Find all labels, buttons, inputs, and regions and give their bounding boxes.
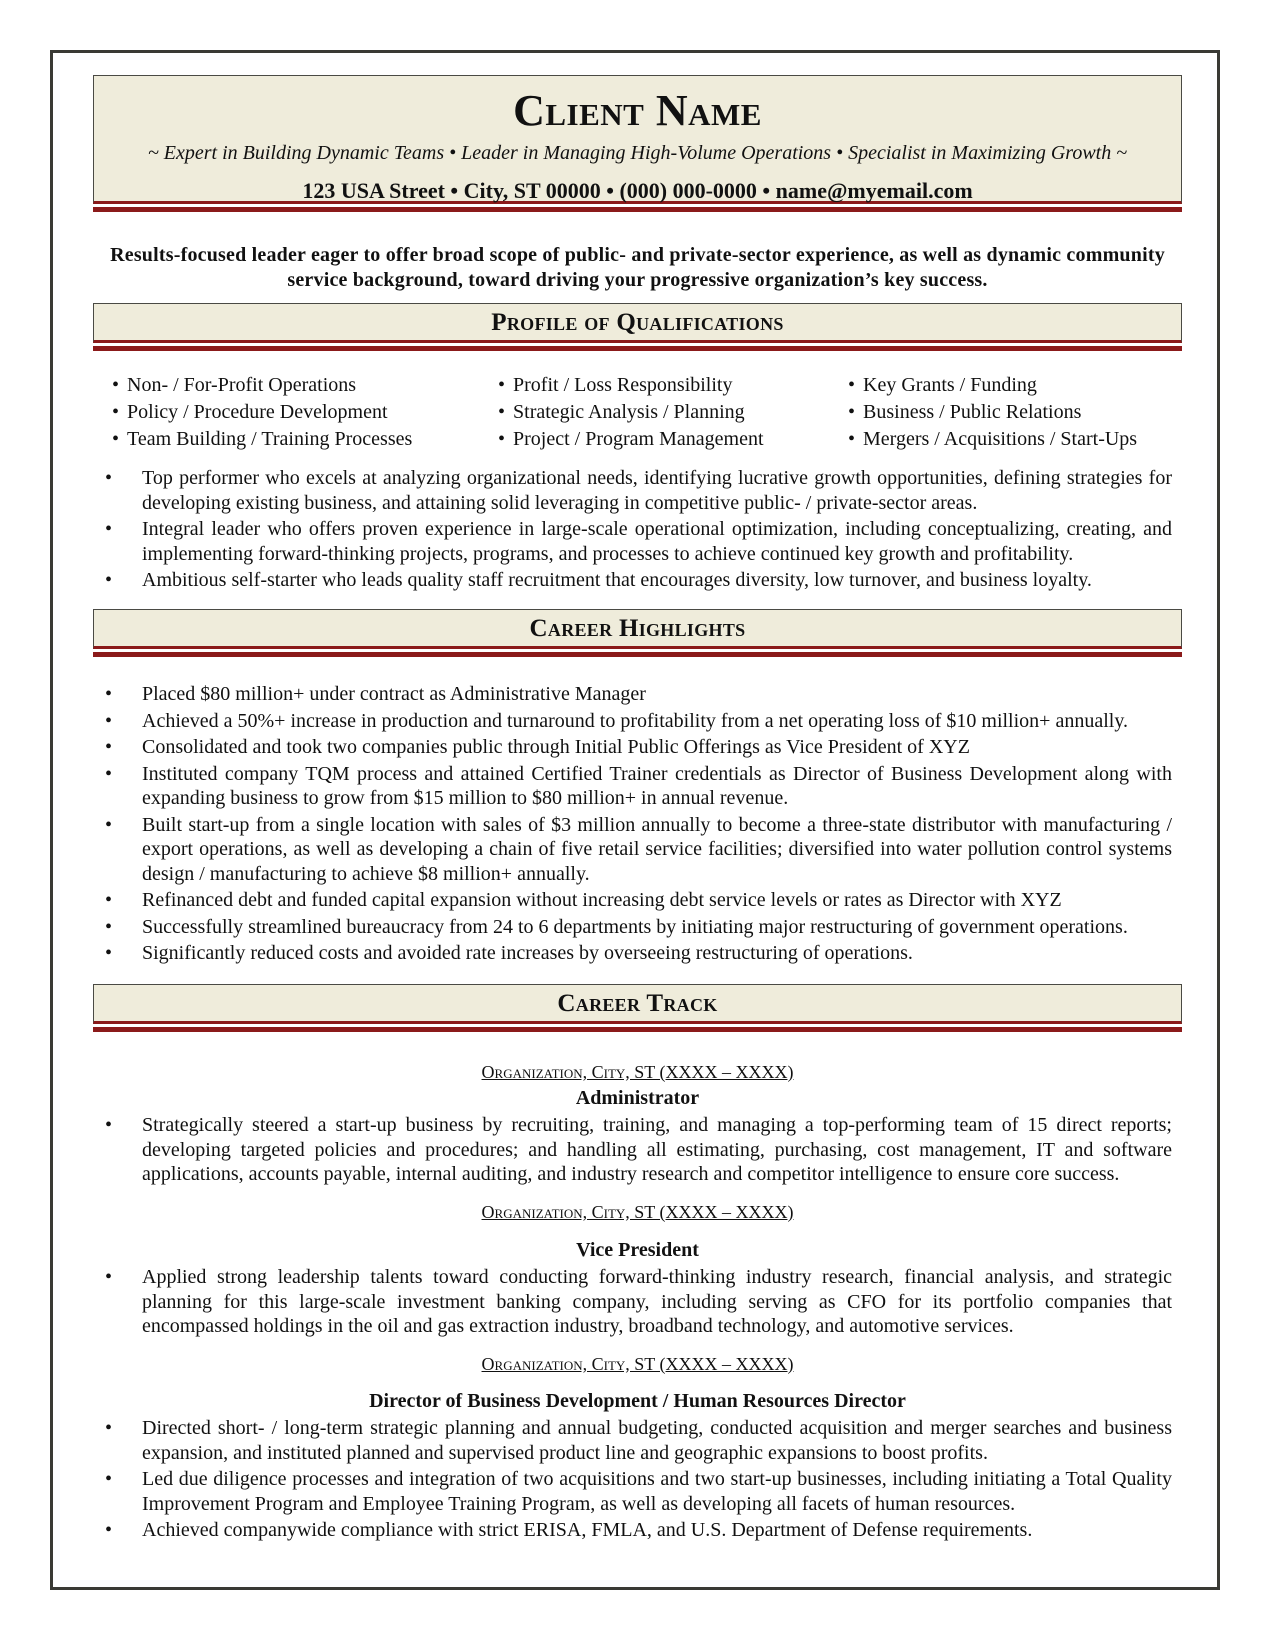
highlights-rule [93,652,1182,657]
job-title: Administrator [575,1087,700,1109]
list-item: • Achieved companywide compliance with strict ERISA, FMLA, and U.S. Department of Defense requirements. [100,1518,1172,1543]
job-title: Director of Business Development / Human Resources Director [369,1390,906,1412]
job-bullets [100,1265,1172,1341]
skill-item: • Team Building / Training Processes [112,426,498,453]
highlights-section-banner [93,609,1182,649]
list-item: • Built start-up from a single location with sales of $3 million annually to become a three-state distributor with manufacturing / export operations, as well as developing a chain of five retail service facilities; diversified into water pollution control systems design / manufacturing to achieve $8 million+ annually. [100,813,1172,887]
skill-item: • Mergers / Acquisitions / Start-Ups [848,426,1168,453]
list-item: • Applied strong leadership talents toward conducting forward-thinking industry research, financial analysis, and strategic planning for this large-scale investment banking company, including serving as CFO for its portfolio companies that encompassed holdings in the oil and gas extraction industry, broadband technology, and automotive services. [100,1265,1172,1339]
skills-column [498,372,848,453]
list-item: • Strategically steered a start-up business by recruiting, training, and managing a top-performing team of 15 direct reports; developing targeted policies and procedures; and handling all estimating, purchasing, cost management, IT and software applications, accounts payable, internal auditing, and industry research and competitor intelligence to ensure core success. [100,1113,1172,1187]
skills-grid [112,372,1182,453]
list-item: • Instituted company TQM process and attained Certified Trainer credentials as Director of Business Development along with expanding business to grow from $15 million to $80 million+ in annual revenue. [100,762,1172,811]
section-title-profile: Profile of Qualifications [491,309,784,336]
summary-statement: Results-focused leader eager to offer broad scope of public- and private-sector experience, as well as dynamic community service background, toward driving your progressive organization’s key success. [110,244,1165,291]
job-title: Vice President [576,1239,699,1261]
contact-line: 123 USA Street • City, ST 00000 • (000) 000-0000 • name@myemail.com [302,178,973,203]
list-item: • Successfully streamlined bureaucracy from 24 to 6 departments by initiating major restructuring of government operations. [100,915,1172,940]
skill-item: • Non- / For-Profit Operations [112,372,498,399]
skill-item: • Key Grants / Funding [848,372,1168,399]
profile-section-banner [93,303,1182,343]
list-item: • Consolidated and took two companies public through Initial Public Offerings as Vice President of XYZ [100,735,1172,760]
skills-column [848,372,1168,453]
organization-line: Organization, City, ST (XXXX – XXXX) [481,1202,794,1222]
list-item: • Directed short- / long-term strategic planning and annual budgeting, conducted acquisition and merger searches and business expansion, and instituted planned and supervised product line and geographic expansions to boost profits. [100,1416,1172,1465]
list-item: • Achieved a 50%+ increase in production and turnaround to profitability from a net operating loss of $10 million+ annually. [100,709,1172,734]
list-item: • Integral leader who offers proven experience in large-scale operational optimization, including conceptualizing, creating, and implementing forward-thinking projects, programs, and processes to achieve continued key growth and profitability. [100,517,1172,566]
career-section-banner [93,984,1182,1024]
skill-item: • Profit / Loss Responsibility [498,372,848,399]
list-item: • Led due diligence processes and integration of two acquisitions and two start-up businesses, including initiating a Total Quality Improvement Program and Employee Training Program, as well as developing all facets of human resources. [100,1467,1172,1516]
skill-item: • Project / Program Management [498,426,848,453]
client-name: Client Name [513,86,762,135]
profile-bullets [100,466,1172,595]
list-item: • Significantly reduced costs and avoided rate increases by overseeing restructuring of operations. [100,941,1172,966]
job-bullets [100,1416,1172,1545]
job-bullets [100,1113,1172,1189]
header-banner [93,75,1182,204]
organization-line: Organization, City, ST (XXXX – XXXX) [481,1354,794,1374]
skill-item: • Policy / Procedure Development [112,399,498,426]
career-rule [93,1027,1182,1032]
header-rule [93,207,1182,212]
list-item: • Placed $80 million+ under contract as Administrative Manager [100,682,1172,707]
skill-item: • Strategic Analysis / Planning [498,399,848,426]
list-item: • Ambitious self-starter who leads quality staff recruitment that encourages diversity, low turnover, and business loyalty. [100,568,1172,593]
organization-line: Organization, City, ST (XXXX – XXXX) [481,1062,794,1082]
skill-item: • Business / Public Relations [848,399,1168,426]
section-title-highlights: Career Highlights [529,615,746,642]
list-item: • Refinanced debt and funded capital expansion without increasing debt service levels or rates as Director with XYZ [100,888,1172,913]
list-item: • Top performer who excels at analyzing organizational needs, identifying lucrative growth opportunities, defining strategies for developing existing business, and attaining solid leveraging in competitive public- / private-sector areas. [100,466,1172,515]
highlights-bullets [100,682,1172,968]
section-title-career: Career Track [557,990,718,1017]
skills-column [112,372,498,453]
tagline: ~ Expert in Building Dynamic Teams • Leader in Managing High-Volume Operations • Specialist in Maximizing Growth ~ [147,142,1128,164]
profile-rule [93,346,1182,351]
